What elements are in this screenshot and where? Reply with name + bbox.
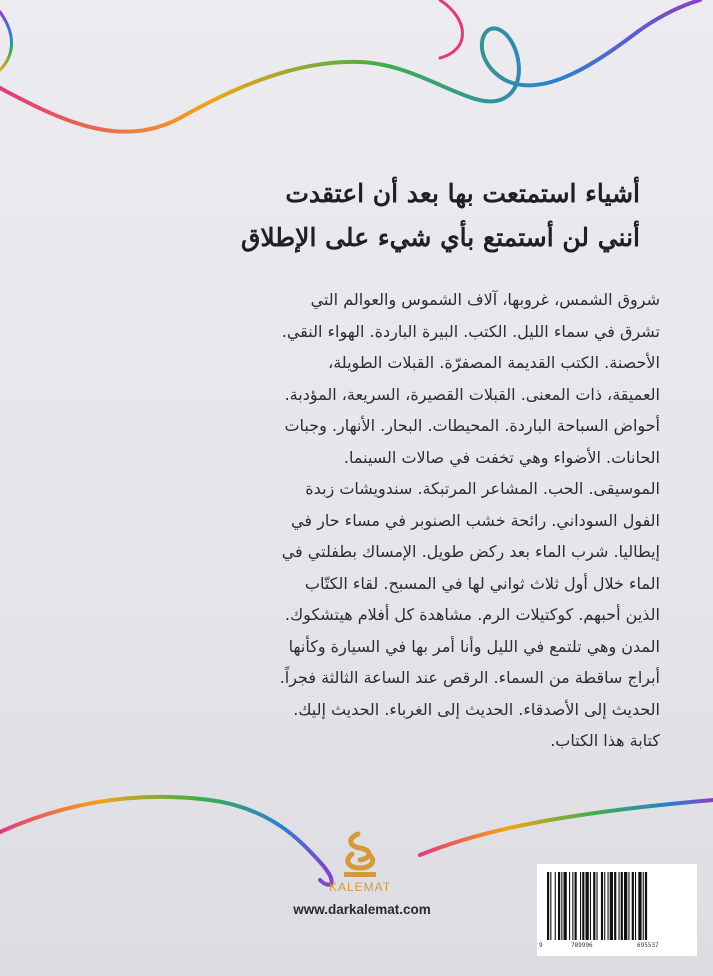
publisher-brand-name: KALEMAT xyxy=(328,880,392,894)
barcode-bar xyxy=(619,872,620,940)
barcode-bar xyxy=(580,872,581,940)
barcode-bar xyxy=(635,872,636,940)
barcode-bar xyxy=(569,872,570,940)
barcode-bar xyxy=(561,872,562,940)
blurb-line: المدن وهي تلتمع في الليل وأنا أمر بها في السيارة وكأنها xyxy=(288,636,660,656)
barcode-bar xyxy=(628,872,629,940)
blurb-line: أبراج ساقطة من السماء. الرقص عند الساعة الثالثة فجراً. xyxy=(279,668,660,687)
barcode-bar xyxy=(582,872,584,940)
barcode-digit-prefix: 9 xyxy=(539,942,543,949)
barcode-bar xyxy=(564,872,567,940)
barcode-bar xyxy=(558,872,560,940)
barcode-digits xyxy=(537,942,697,954)
kalemat-logo-icon xyxy=(330,830,390,878)
barcode-bar xyxy=(643,872,644,940)
barcode-bar xyxy=(572,872,573,940)
barcode-bar xyxy=(590,872,591,940)
barcode-bar xyxy=(593,872,595,940)
blurb-line: أحواض السباحة الباردة. المحيطات. البحار. الأنهار. وجبات xyxy=(284,416,660,435)
barcode-digit-group-2: 695537 xyxy=(637,942,659,949)
blurb-line: العميقة، ذات المعنى. القبلات القصيرة، السريعة، المؤدبة. xyxy=(284,384,660,404)
blurb-line: الأحصنة. الكتب القديمة المصفرّة. القبلات الطويلة، xyxy=(328,353,660,372)
blurb-line: إيطاليا. شرب الماء بعد ركض طويل. الإمساك بطفلتي في xyxy=(281,542,660,561)
barcode-bar xyxy=(624,872,627,940)
back-cover-blurb xyxy=(150,284,660,757)
blurb-line: الحديث إلى الأصدقاء. الحديث إلى الغرباء. الحديث إليك. xyxy=(293,699,660,719)
barcode-bar xyxy=(575,872,577,940)
blurb-line: شروق الشمس، غروبها، آلاف الشموس والعوالم التي xyxy=(310,290,660,309)
blurb-line: كتابة هذا الكتاب. xyxy=(550,731,660,750)
barcode-bar xyxy=(555,872,556,940)
barcode-bar xyxy=(597,872,598,940)
barcode-bar xyxy=(621,872,623,940)
blurb-line: الماء خلال أول ثلاث ثواني لها في المسبح. لقاء الكتّاب xyxy=(304,573,660,593)
barcode-bars xyxy=(545,872,689,942)
barcode-bar xyxy=(547,872,549,940)
blurb-line: تشرق في سماء الليل. الكتب. البيرة الباردة. الهواء النقي. xyxy=(281,321,660,341)
blurb-line: الحانات. الأضواء وهي تخفت في صالات السينما. xyxy=(343,447,660,467)
barcode-bar xyxy=(610,872,613,940)
barcode-bar xyxy=(604,872,605,940)
barcode-digit-group-1: 789996 xyxy=(571,942,593,949)
barcode-bar xyxy=(614,872,616,940)
barcode-bar xyxy=(601,872,603,940)
isbn-barcode xyxy=(537,864,697,956)
barcode-bar xyxy=(608,872,609,940)
barcode-bar xyxy=(632,872,634,940)
heading-line-1: أشياء استمتعت بها بعد أن اعتقدت xyxy=(285,179,640,208)
publisher-website: www.darkalemat.com xyxy=(293,902,431,917)
barcode-bar xyxy=(586,872,589,940)
blurb-line: الذين أحبهم. كوكتيلات الرم. مشاهدة كل أفلام هيتشكوك. xyxy=(284,605,660,624)
heading-line-2: أنني لن أستمتع بأي شيء على الإطلاق xyxy=(240,223,640,252)
barcode-bar xyxy=(550,872,551,940)
blurb-line: الموسيقى. الحب. المشاعر المرتبكة. سندويشات زبدة xyxy=(305,479,660,498)
barcode-bar xyxy=(645,872,647,940)
barcode-bar xyxy=(638,872,641,940)
back-cover-heading xyxy=(150,172,640,260)
blurb-line: الفول السوداني. رائحة خشب الصنوبر في مساء حار في xyxy=(291,510,660,530)
